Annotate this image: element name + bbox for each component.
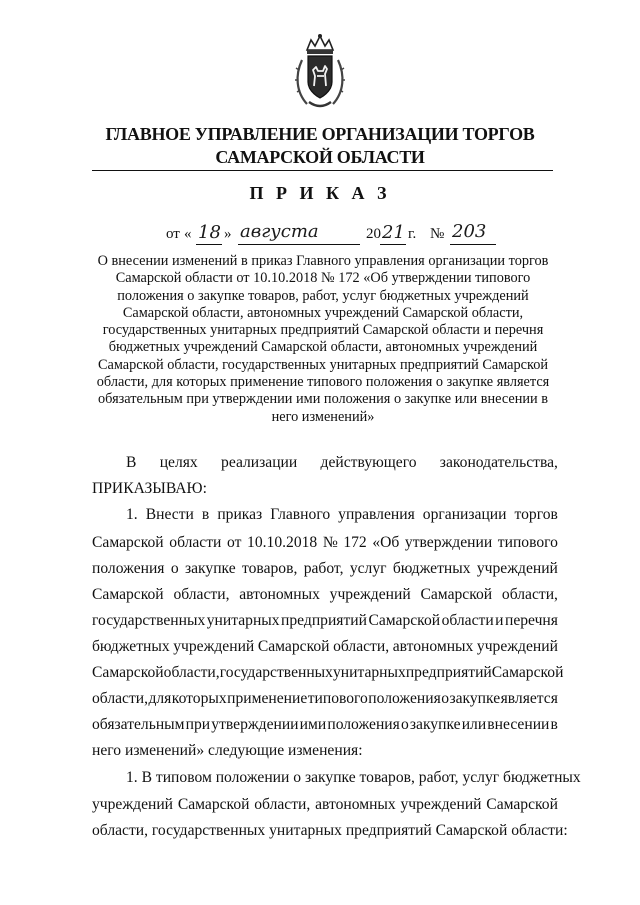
- word: применение: [227, 690, 308, 707]
- word: учреждений: [400, 796, 482, 813]
- subject-line: положения о закупке товаров, работ, услуг бюджетных учреждений: [117, 287, 529, 304]
- word: товаров,: [242, 560, 298, 577]
- word: Внести: [145, 506, 194, 523]
- word: о: [441, 690, 450, 707]
- word: утверждении: [404, 534, 493, 551]
- word: Самарской: [92, 664, 164, 681]
- word: организации: [422, 506, 507, 523]
- subject-line: государственных унитарных предприятий Самарской области и перечня: [102, 322, 544, 339]
- date-prefix: от: [166, 226, 180, 242]
- quote-open: «: [184, 226, 192, 242]
- number-underline: [450, 244, 496, 245]
- word: торгов: [514, 506, 558, 523]
- document-type: П Р И К А З: [249, 183, 391, 203]
- word: целях: [159, 454, 198, 471]
- org-title-line2: САМАРСКОЙ ОБЛАСТИ: [215, 147, 425, 167]
- word: Самарской: [486, 796, 558, 813]
- word: внесении: [487, 716, 550, 733]
- word: области,: [333, 638, 390, 655]
- date-number-line: [166, 221, 506, 248]
- word: автономных: [392, 638, 474, 655]
- paragraph2-line: [92, 796, 558, 816]
- word: Самарской: [491, 664, 564, 681]
- quote-close: »: [224, 226, 232, 242]
- subject-line: бюджетных учреждений Самарской области, автономных учреждений: [108, 339, 538, 356]
- word: и: [495, 612, 504, 629]
- word: положения: [327, 716, 400, 733]
- word: является: [500, 690, 558, 707]
- word: типового: [497, 534, 558, 551]
- subject-line: Самарской области от 10.10.2018 № 172 «Об утверждении типового: [115, 270, 531, 287]
- month-underline: [238, 244, 360, 245]
- paragraph1-line: [92, 664, 564, 684]
- paragraph1-line: [92, 586, 558, 606]
- word: утверждении: [211, 716, 299, 733]
- number-label: №: [430, 226, 445, 242]
- paragraph1-last-line: него изменений» следующие изменения:: [92, 742, 363, 759]
- word: области: [169, 534, 222, 551]
- word: закупке: [449, 690, 501, 707]
- word: действующего: [320, 454, 417, 471]
- word: «Об: [372, 534, 400, 551]
- word: для: [148, 690, 172, 707]
- word: в: [550, 716, 558, 733]
- word: которых: [171, 690, 227, 707]
- paragraph1-line: [92, 612, 558, 632]
- word: реализации: [221, 454, 298, 471]
- word: о: [170, 560, 179, 577]
- word: в: [201, 506, 210, 523]
- word: учреждений: [92, 796, 174, 813]
- word: управления: [338, 506, 415, 523]
- word: бюджетных: [392, 560, 471, 577]
- day-underline: [196, 244, 222, 245]
- date-month: августа: [240, 221, 319, 242]
- year-label: г.: [408, 226, 417, 242]
- word: от: [227, 534, 242, 551]
- year-suffix: 21: [382, 222, 405, 243]
- word: предприятий: [405, 664, 492, 681]
- word: предприятий: [281, 612, 367, 629]
- document-subject: [92, 253, 554, 426]
- subject-line: Самарской области, государственных унитарных предприятий Самарской: [97, 356, 549, 373]
- word: законодательства,: [439, 454, 558, 471]
- subject-line: О внесении изменений в приказ Главного управления организации торгов: [97, 253, 549, 269]
- word: области,: [163, 664, 220, 681]
- word: при: [185, 716, 211, 733]
- word: Главного: [270, 506, 331, 523]
- word: ими: [299, 716, 327, 733]
- paragraph1-line: [92, 534, 558, 554]
- word: Самарской: [257, 638, 330, 655]
- word: закупке: [184, 560, 236, 577]
- header-divider: [92, 170, 553, 171]
- paragraph1-line: [92, 638, 558, 658]
- word: области,: [173, 586, 230, 603]
- word: бюджетных: [92, 638, 170, 655]
- word: №: [322, 534, 338, 551]
- order-word: ПРИКАЗЫВАЮ:: [92, 480, 207, 497]
- word: учреждений: [173, 638, 255, 655]
- word: закупке: [409, 716, 461, 733]
- word: автономных: [239, 586, 320, 603]
- word: 172: [343, 534, 367, 551]
- word: положения: [92, 560, 165, 577]
- subject-line: него изменений»: [271, 408, 375, 425]
- word: или: [461, 716, 487, 733]
- coat-of-arms-icon: [293, 30, 347, 112]
- word: В: [126, 454, 137, 471]
- subject-line: обязательным при утверждении ими положения о закупке или внесении в: [98, 391, 548, 408]
- date-day: 18: [198, 222, 221, 243]
- word: типового: [307, 690, 368, 707]
- word: о: [400, 716, 409, 733]
- year-underline: [380, 244, 406, 245]
- word: положения: [368, 690, 441, 707]
- word: учреждений: [476, 560, 558, 577]
- paragraph1-line: [92, 690, 558, 710]
- paragraph1-line: [92, 716, 558, 736]
- paragraph2-last-line: области, государственных унитарных предприятий Самарской области:: [92, 822, 568, 839]
- word: области,: [92, 690, 149, 707]
- word: Самарской: [92, 586, 164, 603]
- paragraph2-first-line: 1. В типовом положении о закупке товаров, работ, услуг бюджетных: [126, 769, 581, 786]
- word: Самарской: [420, 586, 493, 603]
- word: приказ: [217, 506, 263, 523]
- word: учреждений: [476, 638, 558, 655]
- word: Самарской: [92, 534, 164, 551]
- word: области,: [501, 586, 558, 603]
- word: государственных: [92, 612, 206, 629]
- document-number: 203: [452, 221, 487, 242]
- word: унитарных: [206, 612, 280, 629]
- word: государственных: [219, 664, 333, 681]
- word: услуг: [349, 560, 387, 577]
- word: унитарных: [332, 664, 406, 681]
- word: Самарской: [368, 612, 441, 629]
- word: обязательным: [92, 716, 185, 733]
- subject-line: Самарской области, автономных учреждений Самарской области,: [122, 304, 524, 321]
- word: перечня: [504, 612, 558, 629]
- word: Самарской: [177, 796, 250, 813]
- word: работ,: [303, 560, 344, 577]
- paragraph1-line: [92, 560, 558, 580]
- word: 1.: [126, 506, 138, 523]
- word: 10.10.2018: [247, 534, 318, 551]
- org-title-line1: ГЛАВНОЕ УПРАВЛЕНИЕ ОРГАНИЗАЦИИ ТОРГОВ: [105, 124, 535, 144]
- word: автономных: [315, 796, 396, 813]
- word: области: [441, 612, 494, 629]
- word: учреждений: [329, 586, 411, 603]
- word: области,: [254, 796, 311, 813]
- year-prefix: 20: [366, 226, 381, 242]
- subject-line: области, для которых применение типового положения о закупке является: [96, 374, 550, 391]
- paragraph1-line: [92, 506, 558, 526]
- intro-line: [92, 454, 558, 474]
